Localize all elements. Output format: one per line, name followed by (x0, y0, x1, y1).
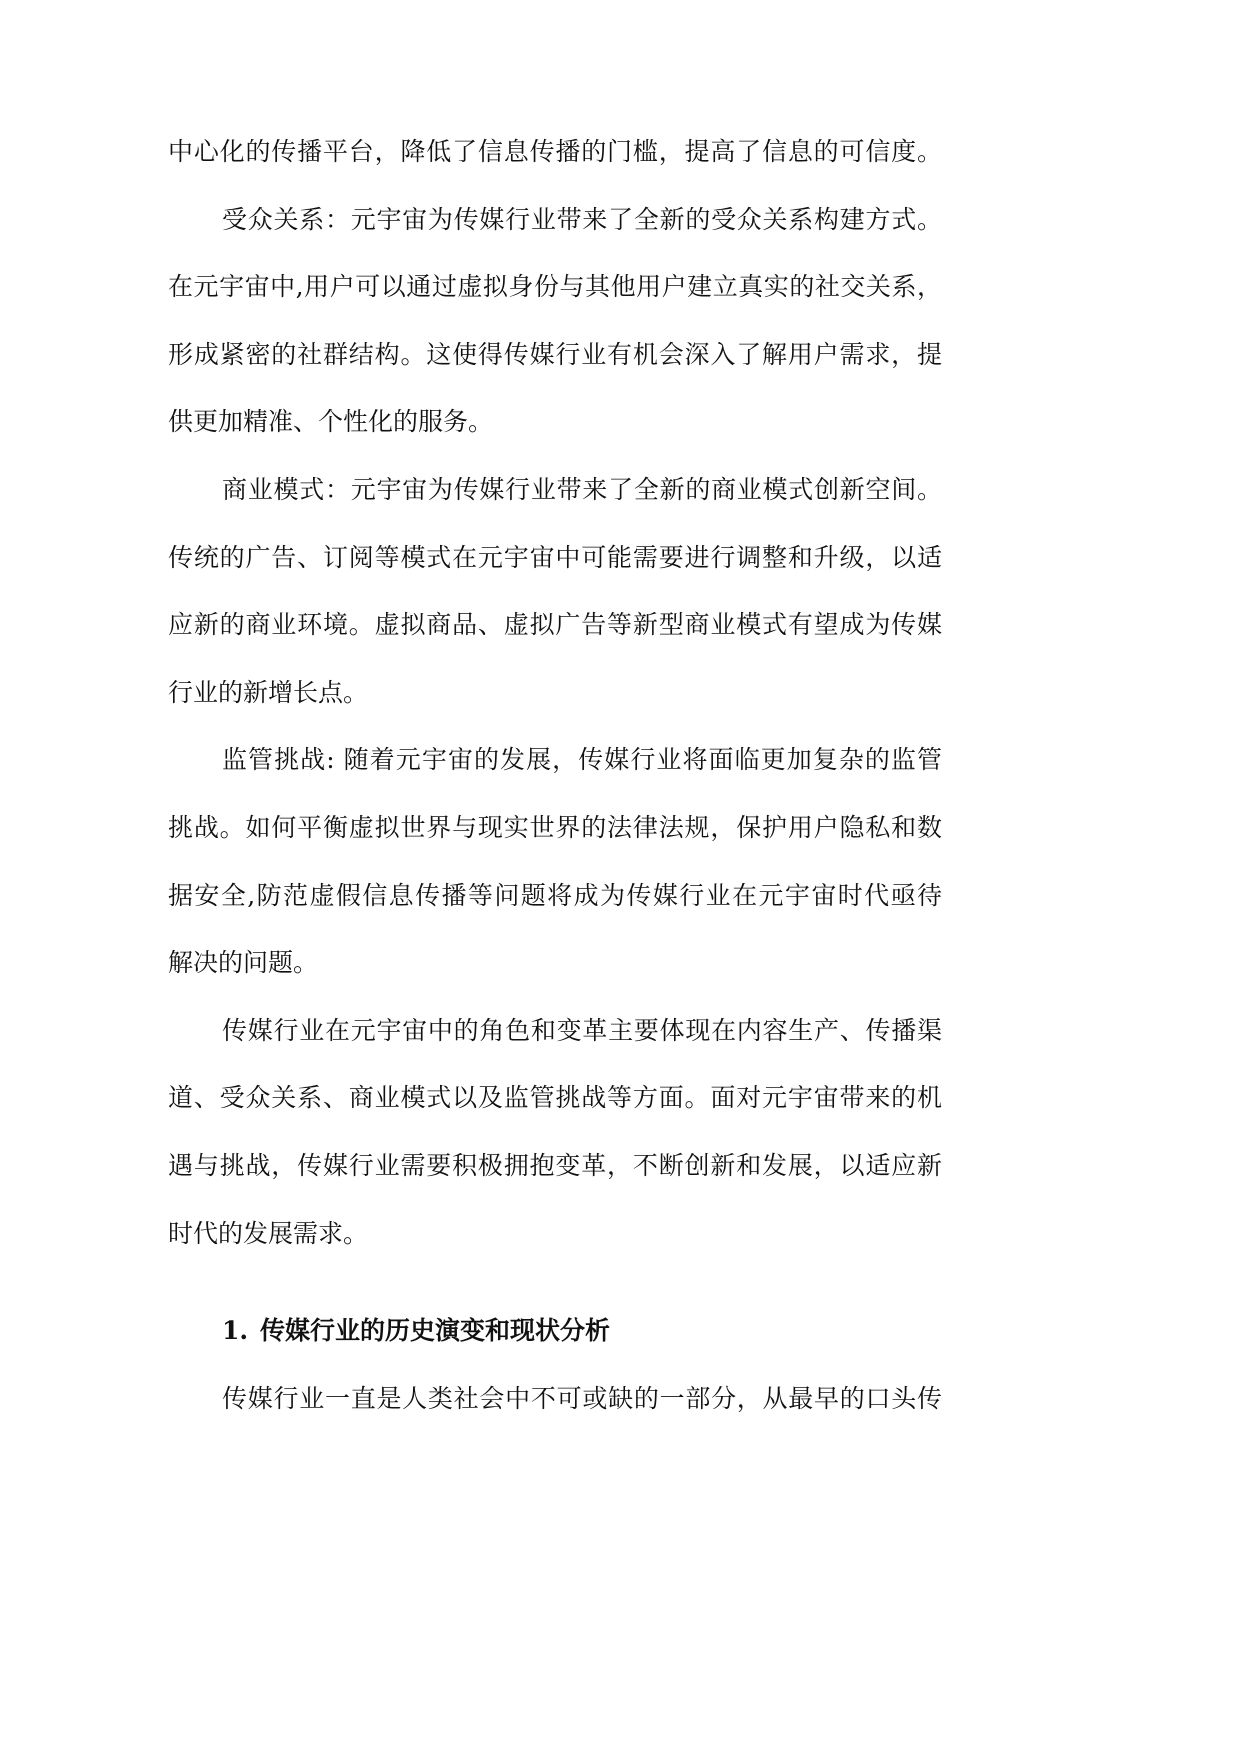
text-line: 监管挑战: 随着元宇宙的发展，传媒行业将面临更加复杂的监管 (222, 745, 942, 775)
section-number: 1. (222, 1316, 249, 1346)
text-line: 解决的问题。 (168, 948, 319, 978)
document-body (168, 118, 942, 1432)
text-line: 应新的商业环境。虚拟商品、虚拟广告等新型商业模式有望成为传媒 (168, 610, 942, 640)
text-line: 道、受众关系、商业模式以及监管挑战等方面。面对元宇宙带来的机 (168, 1083, 942, 1113)
text-line: 挑战。如何平衡虚拟世界与现实世界的法律法规，保护用户隐私和数 (168, 812, 942, 842)
text-line: 在元宇宙中,用户可以通过虚拟身份与其他用户建立真实的社交关系， (168, 272, 942, 302)
text-line: 供更加精准、个性化的服务。 (168, 407, 494, 437)
text-line: 传统的广告、订阅等模式在元宇宙中可能需要进行调整和升级，以适 (168, 542, 942, 572)
text-line: 商业模式：元宇宙为传媒行业带来了全新的商业模式创新空间。 (222, 474, 942, 504)
paragraph-audience-relations (168, 186, 942, 456)
text-line: 传媒行业一直是人类社会中不可或缺的一部分，从最早的口头传 (222, 1383, 942, 1413)
section-heading (168, 1297, 942, 1365)
text-line: 行业的新增长点。 (168, 677, 369, 707)
paragraph-continuation (168, 118, 942, 186)
paragraph-business-model (168, 456, 942, 726)
text-line: 形成紧密的社群结构。这使得传媒行业有机会深入了解用户需求，提 (168, 339, 942, 369)
text-line: 传媒行业在元宇宙中的角色和变革主要体现在内容生产、传播渠 (222, 1015, 942, 1045)
text-line: 中心化的传播平台，降低了信息传播的门槛，提高了信息的可信度。 (168, 137, 942, 166)
section-title: 传媒行业的历史演变和现状分析 (260, 1316, 611, 1346)
paragraph-summary (168, 997, 942, 1267)
paragraph-history-intro (168, 1365, 942, 1433)
text-line: 时代的发展需求。 (168, 1218, 369, 1248)
text-line: 遇与挑战，传媒行业需要积极拥抱变革，不断创新和发展，以适应新 (168, 1150, 942, 1180)
paragraph-regulatory-challenges (168, 726, 942, 996)
text-line: 受众关系：元宇宙为传媒行业带来了全新的受众关系构建方式。 (222, 204, 942, 234)
text-line: 据安全,防范虚假信息传播等问题将成为传媒行业在元宇宙时代亟待 (168, 880, 942, 910)
